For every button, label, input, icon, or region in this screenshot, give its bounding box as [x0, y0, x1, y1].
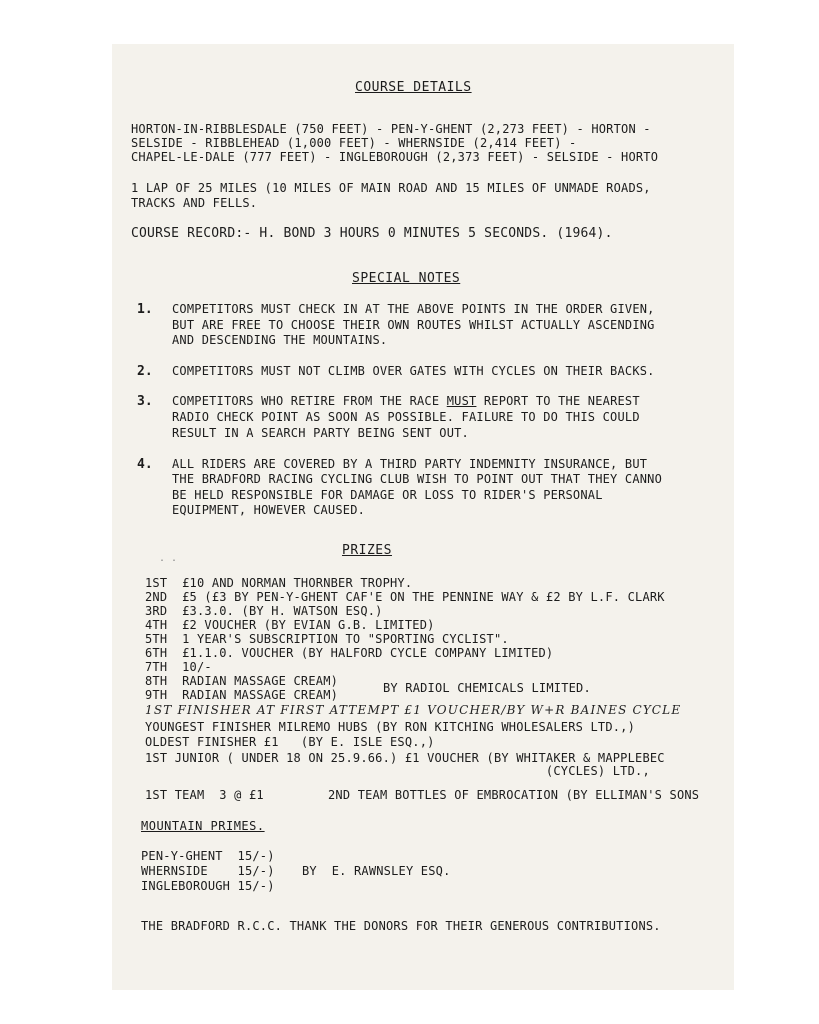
team-prize-first: 1ST TEAM 3 @ £1	[145, 788, 264, 802]
note-3-line-1-end: REPORT TO THE NEAREST	[476, 394, 640, 408]
prizes-heading: PRIZES	[342, 543, 392, 558]
note-4-line-4: EQUIPMENT, HOWEVER CAUSED.	[172, 503, 366, 517]
prize-line-4: 4TH £2 VOUCHER (BY EVIAN G.B. LIMITED)	[145, 618, 435, 632]
prize-line-5: 5TH 1 YEAR'S SUBSCRIPTION TO "SPORTING CYCLIST".	[145, 632, 509, 646]
note-number-2: 2.	[137, 364, 153, 379]
ink-specks: . .	[159, 553, 178, 564]
course-route-line-1: HORTON-IN-RIBBLESDALE (750 FEET) - PEN-Y-GHENT (2,273 FEET) - HORTON -	[131, 122, 651, 136]
note-2-line-1: COMPETITORS MUST NOT CLIMB OVER GATES WITH CYCLES ON THEIR BACKS.	[172, 364, 655, 378]
course-record: COURSE RECORD:- H. BOND 3 HOURS 0 MINUTES 5 SECONDS. (1964).	[131, 226, 613, 241]
closing-thanks: THE BRADFORD R.C.C. THANK THE DONORS FOR THEIR GENEROUS CONTRIBUTIONS.	[141, 919, 661, 933]
prize-extra-line-1: YOUNGEST FINISHER MILREMO HUBS (BY RON KITCHING WHOLESALERS LTD.,)	[145, 720, 636, 734]
course-route-line-3: CHAPEL-LE-DALE (777 FEET) - INGLEBOROUGH (2,373 FEET) - SELSIDE - HORTO	[131, 150, 659, 164]
course-route-line-2: SELSIDE - RIBBLEHEAD (1,000 FEET) - WHERNSIDE (2,414 FEET) -	[131, 136, 577, 150]
prime-line-ingleborough: INGLEBOROUGH 15/-)	[141, 879, 275, 893]
prime-line-whernside: WHERNSIDE 15/-)	[141, 864, 275, 878]
note-number-4: 4.	[137, 457, 153, 472]
prize-line-9: 9TH RADIAN MASSAGE CREAM)	[145, 688, 339, 702]
note-3-must-emphasis: MUST	[446, 394, 477, 408]
note-1-line-1: COMPETITORS MUST CHECK IN AT THE ABOVE POINTS IN THE ORDER GIVEN,	[172, 302, 655, 316]
prize-line-7: 7TH 10/-	[145, 660, 212, 674]
note-number-1: 1.	[137, 302, 153, 317]
primes-donor: BY E. RAWNSLEY ESQ.	[302, 864, 451, 878]
note-3-line-1	[172, 394, 640, 408]
course-details-heading: COURSE DETAILS	[355, 80, 472, 95]
note-4-line-1: ALL RIDERS ARE COVERED BY A THIRD PARTY INDEMNITY INSURANCE, BUT	[172, 457, 648, 471]
note-4-line-2: THE BRADFORD RACING CYCLING CLUB WISH TO POINT OUT THAT THEY CANNO	[172, 472, 663, 486]
note-3-line-3: RESULT IN A SEARCH PARTY BEING SENT OUT.	[172, 426, 469, 440]
note-1-line-3: AND DESCENDING THE MOUNTAINS.	[172, 333, 388, 347]
prize-extra-line-4: (CYCLES) LTD.,	[145, 764, 650, 778]
prize-extra-line-2: OLDEST FINISHER £1 (BY E. ISLE ESQ.,)	[145, 735, 435, 749]
prime-line-pen-y-ghent: PEN-Y-GHENT 15/-)	[141, 849, 275, 863]
prize-line-6: 6TH £1.1.0. VOUCHER (BY HALFORD CYCLE COMPANY LIMITED)	[145, 646, 554, 660]
prize-line-3: 3RD £3.3.0. (BY H. WATSON ESQ.)	[145, 604, 383, 618]
mountain-primes-heading: MOUNTAIN PRIMES.	[141, 819, 265, 833]
note-3-line-2: RADIO CHECK POINT AS SOON AS POSSIBLE. FAILURE TO DO THIS COULD	[172, 410, 640, 424]
prize-line-2: 2ND £5 (£3 BY PEN-Y-GHENT CAF'E ON THE PENNINE WAY & £2 BY L.F. CLARK	[145, 590, 665, 604]
course-lap-line-2: TRACKS AND FELLS.	[131, 196, 258, 210]
document-page	[112, 44, 734, 990]
note-4-line-3: BE HELD RESPONSIBLE FOR DAMAGE OR LOSS TO RIDER'S PERSONAL	[172, 488, 603, 502]
handwritten-prize-line: 1ST FINISHER AT FIRST ATTEMPT £1 VOUCHER/BY W+R BAINES CYCLE	[145, 703, 682, 717]
prize-extra-line-3: 1ST JUNIOR ( UNDER 18 ON 25.9.66.) £1 VOUCHER (BY WHITAKER & MAPPLEBEC	[145, 751, 665, 765]
radiol-donor: BY RADIOL CHEMICALS LIMITED.	[383, 681, 591, 695]
prize-line-8: 8TH RADIAN MASSAGE CREAM)	[145, 674, 339, 688]
course-lap-line-1: 1 LAP OF 25 MILES (10 MILES OF MAIN ROAD AND 15 MILES OF UNMADE ROADS,	[131, 181, 651, 195]
team-prize-second: 2ND TEAM BOTTLES OF EMBROCATION (BY ELLIMAN'S SONS	[328, 788, 700, 802]
note-3-line-1-start: COMPETITORS WHO RETIRE FROM THE RACE	[172, 394, 447, 408]
note-1-line-2: BUT ARE FREE TO CHOOSE THEIR OWN ROUTES WHILST ACTUALLY ASCENDING	[172, 318, 655, 332]
note-number-3: 3.	[137, 394, 153, 409]
prize-line-1: 1ST £10 AND NORMAN THORNBER TROPHY.	[145, 576, 413, 590]
special-notes-heading: SPECIAL NOTES	[352, 271, 461, 286]
